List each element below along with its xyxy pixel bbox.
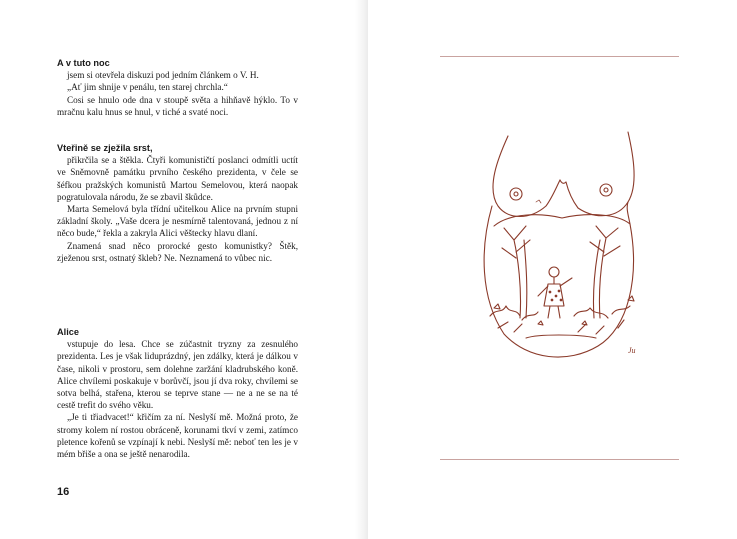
paragraph: Znamená snad něco prorocké gesto komunistky? Štěk, zježenou srst, ostnatý škleb? Ne. Neznamená to vůbec nic. xyxy=(57,240,298,263)
section-vterine-se-zjezila-srst xyxy=(57,142,298,264)
paragraph: Marta Semelová byla třídní učitelkou Alice na prvním stupni základní školy. „Vaše dcera je nesmírně talentovaná, jednou z ní něco bude,“ řekla a zakryla Alici věštecky hlavu dlaní. xyxy=(57,204,298,239)
illustration-signature: Ju xyxy=(628,346,636,355)
section-heading: A v tuto noc xyxy=(57,58,110,68)
paragraph: „Ať jim shnije v penálu, ten starej chrchla.“ xyxy=(67,82,228,93)
left-page xyxy=(0,0,368,539)
spine-shadow xyxy=(355,0,369,539)
paragraph: přikrčila se a štěkla. Čtyři komunističtí poslanci odmítli uctít ve Sněmovně památku prvního českého prezidenta, v čele se šéfkou pražských komunistů Martou Semelovou, která naopak pogratulovala národu, že se zbavil škůdce. xyxy=(57,155,298,202)
paragraph: „Je ti třiadvacet!“ křičím za ní. Neslyší mě. Možná proto, že stromy kolem ní rostou obráceně, korunami tkví v zemi, zatímco pletence kořenů se vzpínají k nebi. Neslyší mě: neboť ten les je v mém břiše a ona se ještě nenarodila. xyxy=(57,412,298,460)
paragraph: Cosi se hnulo ode dna v stoupě světa a hihňavě hýklo. To v mračnu kalu hnus se hnul, v tiché a svaté noci. xyxy=(57,94,298,117)
female-torso-forest-illustration-icon xyxy=(478,128,648,368)
paragraph: jsem si otevřela diskuzi pod jedním článkem o V. H. xyxy=(67,70,259,81)
section-heading: Vteřině se zježila srst, xyxy=(57,143,153,153)
section-heading: Alice xyxy=(57,327,79,337)
section-a-v-tuto-noc xyxy=(57,57,298,118)
paragraph: vstupuje do lesa. Chce se zúčastnit tryzny za zesnulého prezidenta. Les je však liduprázdný, jen zdálky, která je dálkou v čase, nikoli v prostoru, sem dolehne zaržání kladrubského koně. Alice chvílemi poskakuje v borůvčí, jsou jí dva roky, chvílemi se sotva belhá, stařena, kterou se teprve stane — ne a ne se na té cestě trefit do svého věku. xyxy=(57,339,298,411)
section-alice xyxy=(57,326,298,460)
bottom-rule xyxy=(440,459,679,460)
top-rule xyxy=(440,56,679,57)
page-number: 16 xyxy=(57,486,70,498)
